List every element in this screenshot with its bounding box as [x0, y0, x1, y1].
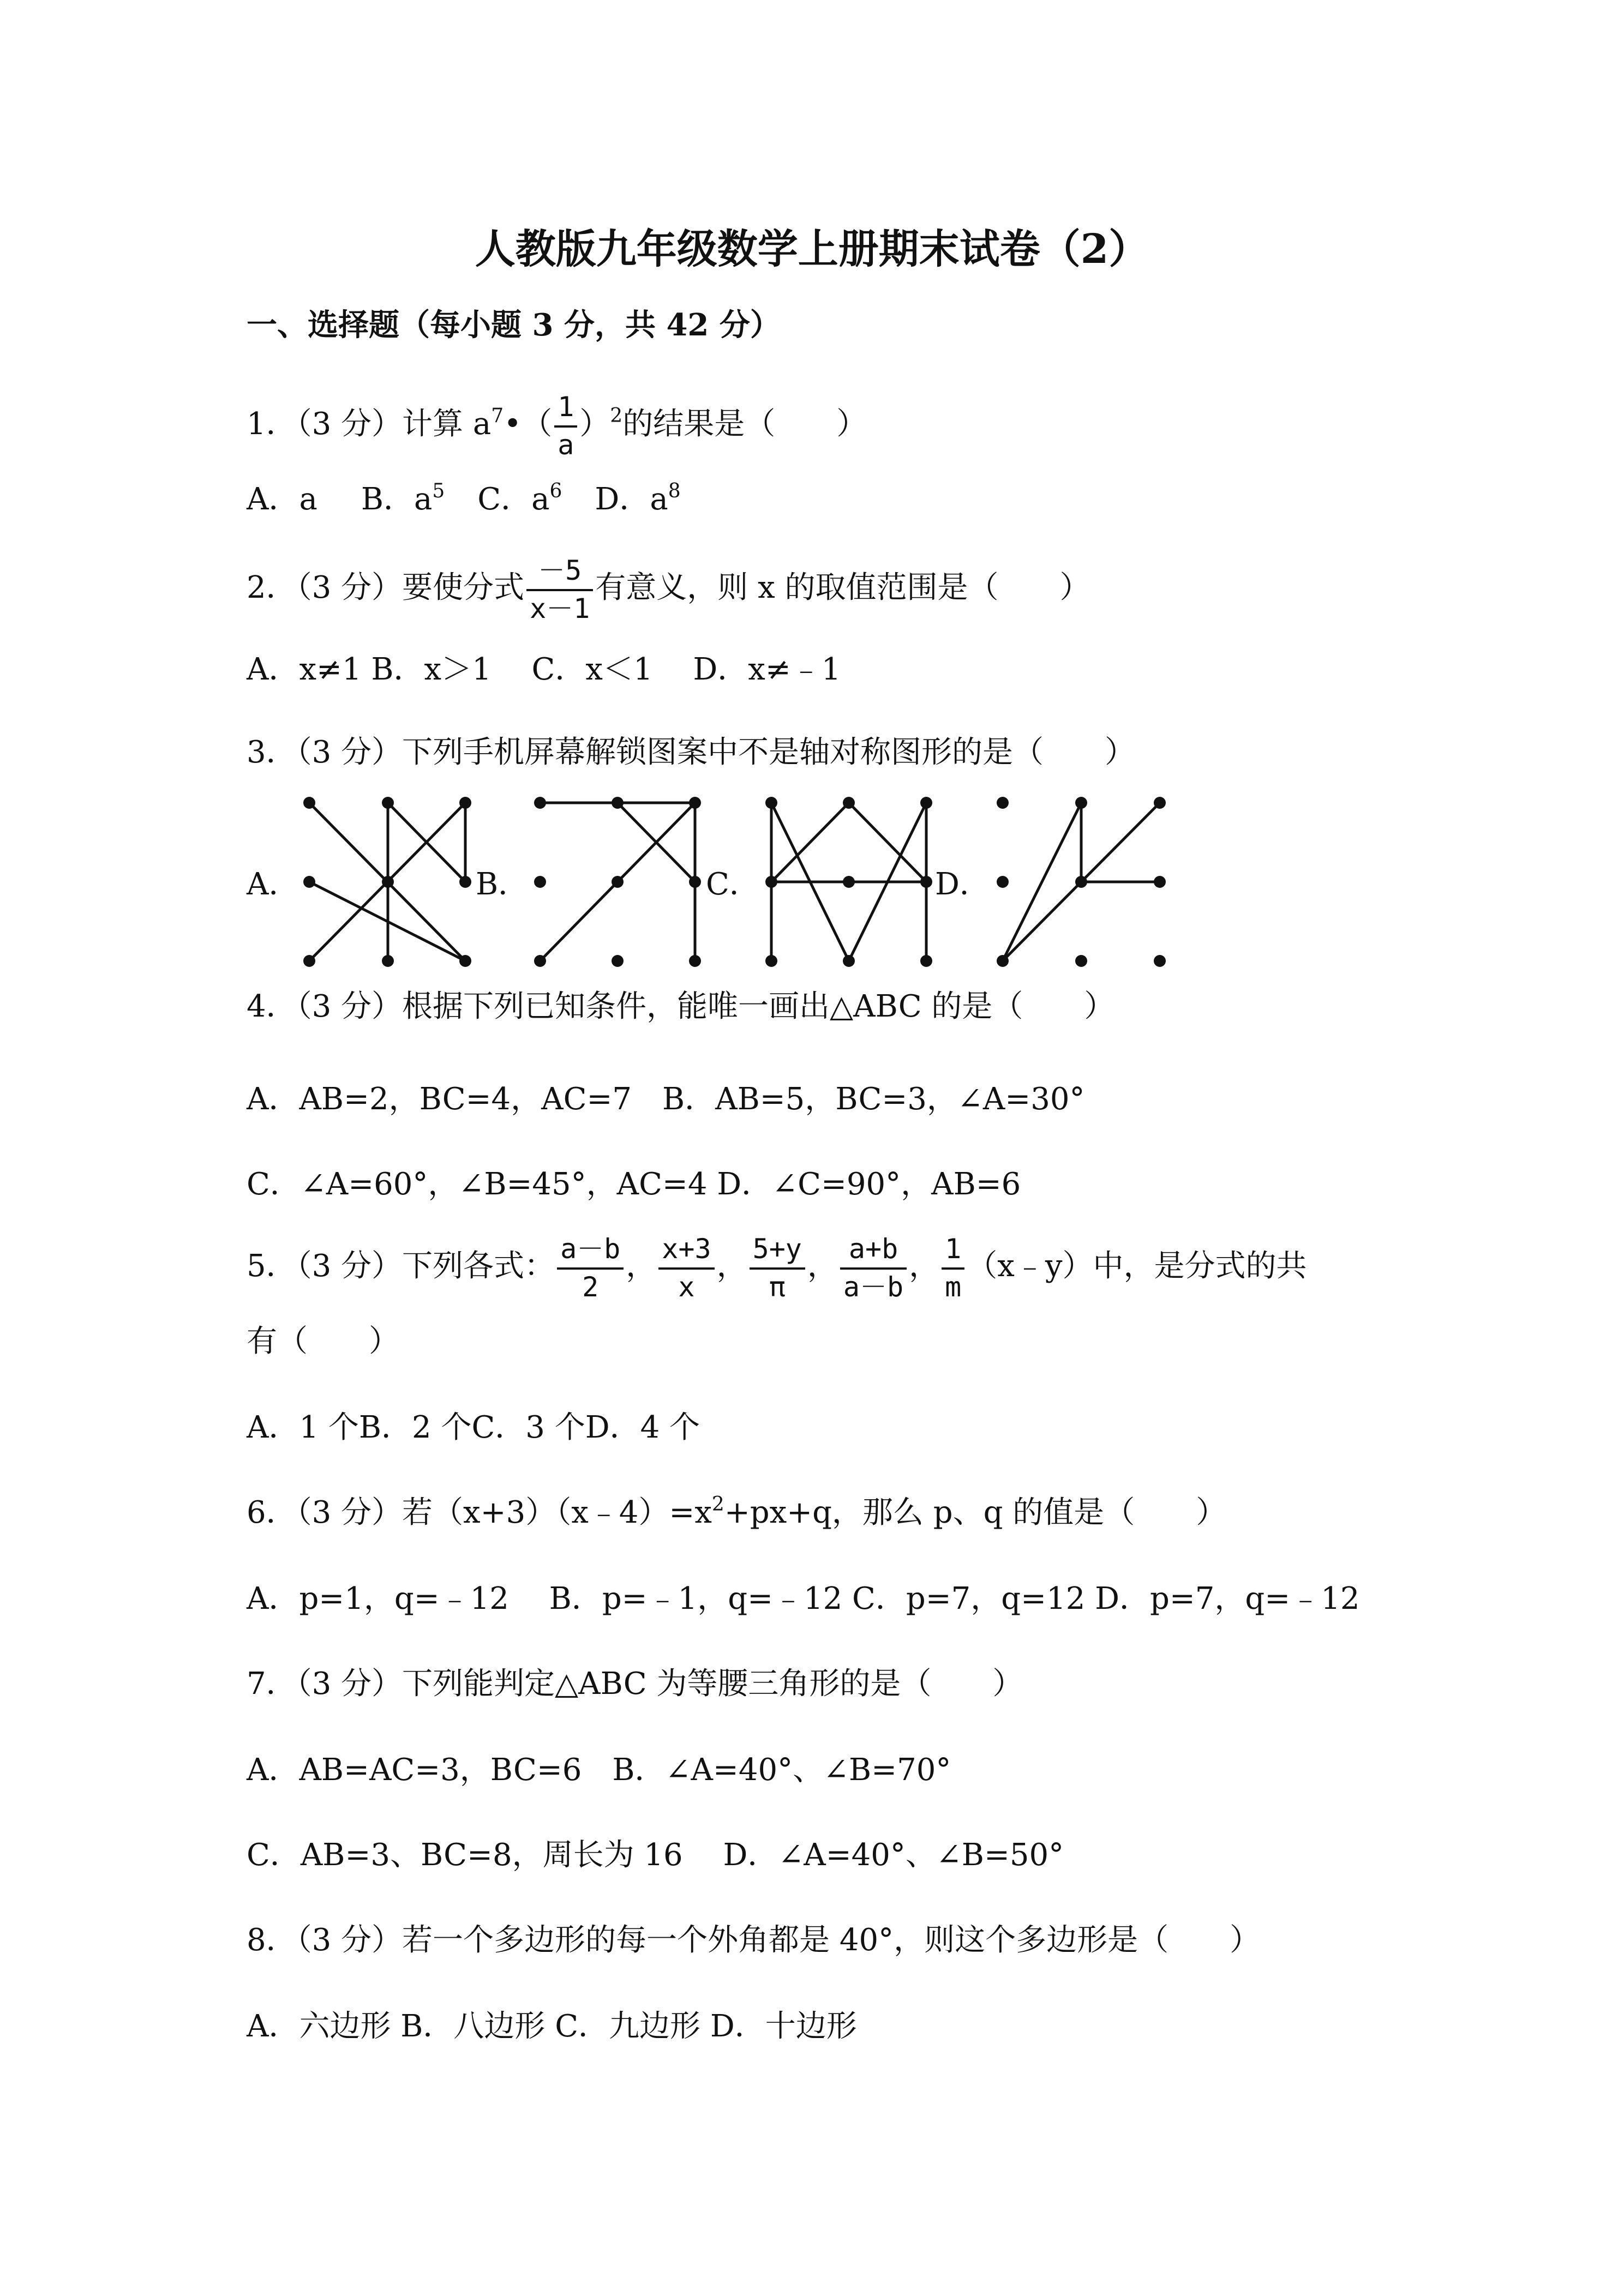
q2-suffix: 有意义，则 x 的取值范围是（ ）: [595, 570, 1090, 605]
q5-frac-5-den: m: [945, 1271, 962, 1303]
q5-frac-2-num: x+3: [658, 1234, 714, 1270]
q5-sep: ，: [716, 1248, 747, 1284]
q5-frac-1-den: 2: [582, 1271, 599, 1303]
q1-option-c-exp: 6: [549, 480, 562, 502]
q6-options: A．p=1，q=﹣12 B．p=﹣1，q=﹣12 C．p=7，q=12 D．p=7，q=﹣12: [247, 1581, 1360, 1616]
q5-fraction-2: [658, 1234, 714, 1303]
q1-prefix: 1．（3 分）计算 a: [247, 406, 492, 442]
q1-option-b-exp: 5: [432, 480, 445, 502]
question-8: 8．（3 分）若一个多边形的每一个外角都是 40°，则这个多边形是（ ）: [247, 1922, 1261, 1958]
q7-options-line-2: C．AB=3、BC=8，周长为 16 D．∠A=40°、∠B=50°: [247, 1837, 1064, 1873]
q1-frac-denominator: a: [558, 429, 574, 461]
question-6: [247, 1493, 1227, 1530]
q5-sep: ，: [909, 1248, 940, 1284]
q3-label-a: A．: [247, 867, 299, 902]
question-4: 4．（3 分）根据下列已知条件，能唯一画出△ABC 的是（ ）: [247, 989, 1115, 1024]
q5-fraction-4: [840, 1234, 907, 1303]
q1-close-paren: ）: [579, 406, 610, 442]
q5-frac-4-num: a+b: [840, 1234, 907, 1270]
q5-frac-1-num: a－b: [557, 1234, 624, 1270]
q6-exponent: 2: [711, 1493, 724, 1516]
q1-option-b: B．a: [361, 482, 433, 517]
q5-frac-5-num: 1: [942, 1234, 964, 1270]
q5-suffix: （x﹣y）中，是分式的共: [967, 1248, 1307, 1284]
q8-options: A．六边形 B．八边形 C．九边形 D．十边形: [247, 2009, 857, 2044]
q2-prefix: 2．（3 分）要使分式: [247, 570, 525, 605]
q5-line-2: 有（ ）: [247, 1324, 399, 1359]
q5-fraction-3: [750, 1234, 805, 1303]
q1-option-d: D．a: [595, 482, 668, 517]
q5-options: A．1 个B．2 个C．3 个D．4 个: [247, 1410, 700, 1445]
q6-suffix: +px+q，那么 p、q 的值是（ ）: [724, 1495, 1227, 1530]
q7-options-line-1: A．AB=AC=3，BC=6 B．∠A=40°、∠B=70°: [247, 1752, 951, 1788]
q1-exponent-2: 2: [610, 405, 623, 427]
q5-prefix: 5．（3 分）下列各式：: [247, 1248, 555, 1284]
q5-fraction-5: [942, 1234, 964, 1303]
question-3: 3．（3 分）下列手机屏幕解锁图案中不是轴对称图形的是（ ）: [247, 735, 1136, 770]
q3-label-d: D．: [935, 867, 990, 902]
q1-exponent-7: 7: [491, 405, 504, 427]
q5-sep: ，: [807, 1248, 838, 1284]
q4-options-line-1: A．AB=2，BC=4，AC=7 B．AB=5，BC=3，∠A=30°: [247, 1081, 1085, 1117]
page-title: 人教版九年级数学上册期末试卷（2）: [475, 226, 1149, 273]
q1-option-c: C．a: [477, 482, 550, 517]
q1-option-a: A．a: [247, 482, 317, 517]
q2-frac-numerator: －5: [526, 555, 593, 591]
q5-frac-4-den: a－b: [843, 1271, 904, 1303]
section-heading: 一、选择题（每小题 3 分，共 42 分）: [247, 307, 781, 343]
q3-label-b: B．: [476, 867, 529, 902]
q1-option-d-exp: 8: [668, 480, 681, 502]
q1-dot: •（: [504, 406, 553, 442]
q5-frac-3-den: π: [769, 1271, 786, 1303]
question-7: 7．（3 分）下列能判定△ABC 为等腰三角形的是（ ）: [247, 1666, 1023, 1702]
q6-prefix: 6．（3 分）若（x+3）（x﹣4）=x: [247, 1495, 712, 1530]
q2-options: A．x≠1 B．x＞1 C．x＜1 D．x≠﹣1: [247, 652, 841, 687]
question-5: [247, 1234, 1307, 1303]
q5-frac-3-num: 5+y: [750, 1234, 805, 1270]
q1-suffix: 的结果是（ ）: [622, 406, 867, 442]
q2-frac-denominator: x－1: [530, 592, 590, 624]
q1-frac-numerator: 1: [554, 392, 577, 428]
q3-label-c: C．: [706, 867, 760, 902]
q5-sep: ，: [626, 1248, 657, 1284]
q5-frac-2-den: x: [678, 1271, 695, 1303]
q4-options-line-2: C．∠A=60°，∠B=45°，AC=4 D．∠C=90°，AB=6: [247, 1167, 1021, 1202]
q5-fraction-1: [557, 1234, 624, 1303]
